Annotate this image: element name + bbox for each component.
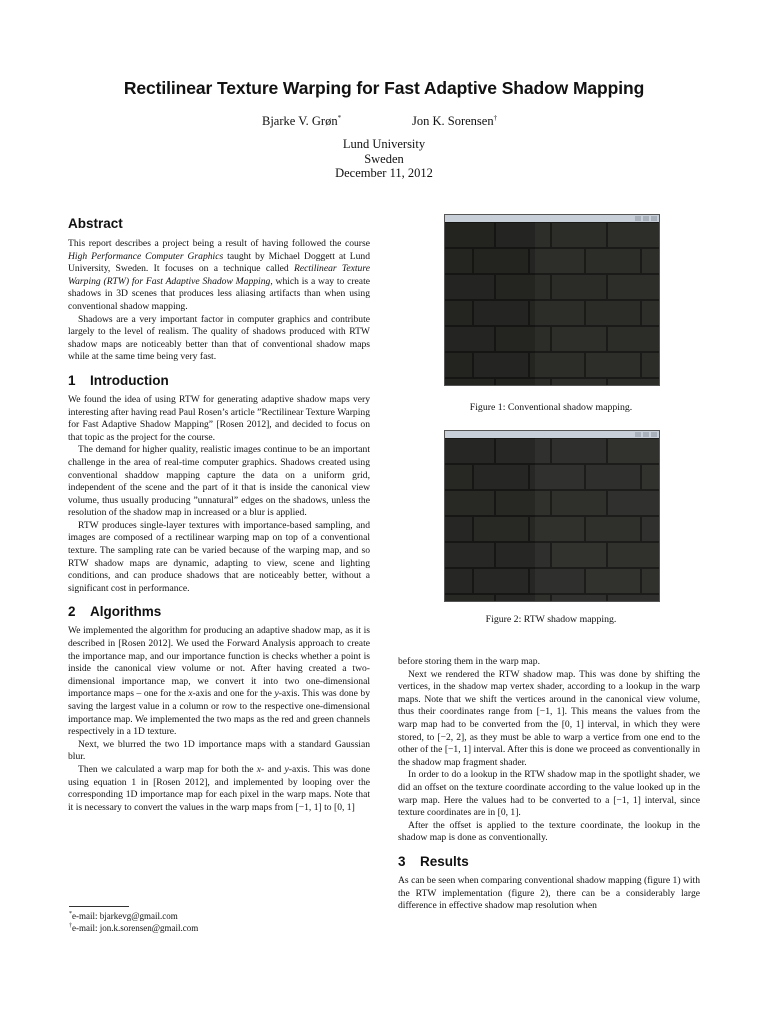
brick [608,543,659,567]
affiliation-institution: Lund University [342,137,426,151]
brick [586,517,640,541]
algorithms-paragraph-5: In order to do a lookup in the RTW shadow map in the spotlight shader, we did an offset on the texture coordinate according to the value looked up in the warp map. Here the values had to be converted to a [−1, 1] interval, since texture coordinates are in [0, 1]. [398,769,700,819]
algorithms-paragraph-3-continued: before storing them in the warp map. [398,656,540,667]
brick [642,465,659,489]
figure-1-brick-wall [445,222,659,385]
figure-2-image [444,430,660,602]
algorithms-paragraph-1: We implemented the algorithm for producing an adaptive shadow map, as it is described in [Rosen 2012]. We used the Forward Analysis approach to create the importance map, and our importance function is checks whether a point is inside the canonical view volume or not. After having created a two-dimensional importance map, we convert it into two one-dimensional importance maps – one for the x-axis and one for the y-axis. This was done by saving the largest value in a column or row to the respective one-dimensional importance map. We implemented the two maps as the red and green channels respectively in a 1D texture. [68,625,370,738]
brick [552,543,606,567]
footnote-1-text: e-mail: bjarkevg@gmail.com [72,911,178,921]
section-2-heading [68,604,370,620]
brick [552,275,606,299]
section-1-number: 1 [68,372,76,388]
algorithms-paragraph-2: Next, we blurred the two 1D importance maps with a standard Gaussian blur. [68,738,370,763]
footnote-rule [69,906,129,907]
brick [608,491,659,515]
brick [530,249,584,273]
section-3-number: 3 [398,853,406,869]
paper-date: December 11, 2012 [335,166,433,180]
intro-paragraph-2: The demand for higher quality, realistic images continue to be an important challenge in the area of real-time computer graphics. Shadows created using conventional shaddow mapping capture the data on a uniform grid, independent of the scene and the part of it that is inside the canonical view volume, thus usually producing ”unnatural” edges on the shadows, unless the resolution of the shadow map in increased or a blur is applied. [68,444,370,519]
intro-paragraph-3: RTW produces single-layer textures with importance-based sampling, and images are composed of a rectilinear warping map on top of a conventional texture. The sampling rate can be varied because of the warping map, and so RTW shadow maps are dynamic, adapting to view, scene and lighting conditions, and can produce shadows that are noticeably better, without a significant cost in performance. [68,519,370,594]
section-2-number: 2 [68,604,76,620]
abstract-heading: Abstract [68,216,123,231]
algorithms-paragraph-4: Next we rendered the RTW shadow map. This was done by shifting the vertices, in the shadow map vertex shader, according to a lookup in the warp maps. Note that we shift the vertices around in the canonical view volume, thus their coordinates range from [−1, 1]. This means the values from the warp map had to be converted from the [0, 1] interval, in which they were stored, to [−2, 2], as they must be able to warp a vertice from one end to the other of the [−1, 1] interval. After this is done we proceed as conventionally in the shadow map fragment shader. [398,668,701,768]
figure-1-image [444,214,660,386]
right-column [398,656,700,913]
author-2-name: Jon K. Sorensen [412,114,494,129]
abstract-paragraph-2: Shadows are a very important factor in computer graphics and contribute largely to the level of realism. The quality of shadows produced with RTW shadow maps are noticeably better than that of conventional shadow maps while at the same time being very fast. [68,313,370,363]
brick [552,223,606,247]
abstract-paragraph-1: This report describes a project being a result of having followed the course High Performance Computer Graphics taught by Michael Doggett at Lund University, Sweden. It focuses on a technique called Rectilinear Texture Warping (RTW) for Fast Adaptive Shadow Mapping, which is a way to create shadows in 3D scenes that produces less aliasing artifacts than when using conventional shadow mapping. [68,238,371,312]
brick [642,249,659,273]
brick [608,439,659,463]
brick [586,301,640,325]
brick [586,249,640,273]
figure-2-caption: Figure 2: RTW shadow mapping. [485,614,617,625]
brick [530,517,584,541]
author-2-mark: † [493,114,498,122]
brick [642,353,659,377]
brick [530,353,584,377]
footnote-1-mark: * [69,911,72,917]
brick [530,465,584,489]
brick [608,275,659,299]
affiliation [0,137,768,181]
brick [552,595,606,601]
footnote-2 [69,921,198,934]
footnote-2-text: e-mail: jon.k.sorensen@gmail.com [72,923,199,933]
brick [608,379,659,385]
author-2 [412,114,497,129]
brick [642,517,659,541]
paper-title: Rectilinear Texture Warping for Fast Adaptive Shadow Mapping [123,78,645,98]
brick [552,491,606,515]
author-1-name: Bjarke V. Grøn [262,114,338,129]
brick [552,327,606,351]
brick [642,301,659,325]
section-1-title: Introduction [90,372,169,388]
section-1-heading [68,373,370,389]
brick [642,569,659,593]
section-3-title: Results [420,853,469,869]
figure-2-brick-wall [445,438,659,601]
brick [608,595,659,601]
brick [608,223,659,247]
brick [552,439,606,463]
affiliation-country: Sweden [364,151,404,166]
brick [530,569,584,593]
brick [608,327,659,351]
intro-paragraph-1: We found the idea of using RTW for generating adaptive shadow maps very interesting after having read Paul Rosen’s article ”Rectilinear Texture Warping for Fast Adaptive Shadow Mapping” [Rosen 2012], and decided to focus on that topic as the project for the course. [68,393,370,443]
brick [586,353,640,377]
brick [552,379,606,385]
shadow-region [445,438,535,601]
results-paragraph-1: As can be seen when comparing conventional shadow mapping (figure 1) with the RTW implementation (figure 2), there can be a considerably large difference in effective shadow map resolution when [398,874,700,912]
algorithms-paragraph-3: Then we calculated a warp map for both the x- and y-axis. This was done using equation 1 in [Rosen 2012], and implemented by looping over the corresponding 1D importance map for each pixel in the warp maps. Note that it is necessary to convert the values in the warp maps from [−1, 1] to [0, 1] [68,763,370,813]
author-1-mark: * [337,114,342,122]
shadow-region [445,222,535,385]
brick [586,569,640,593]
section-3-heading [398,854,700,870]
section-2-title: Algorithms [90,604,162,620]
author-1 [262,114,341,129]
left-column [68,216,370,814]
brick [530,301,584,325]
algorithms-paragraph-6: After the offset is applied to the texture coordinate, the lookup in the shadow map is done as conventionally. [398,819,700,844]
brick [586,465,640,489]
figure-1-caption: Figure 1: Conventional shadow mapping. [469,402,633,413]
footnote-2-mark: † [69,923,72,929]
